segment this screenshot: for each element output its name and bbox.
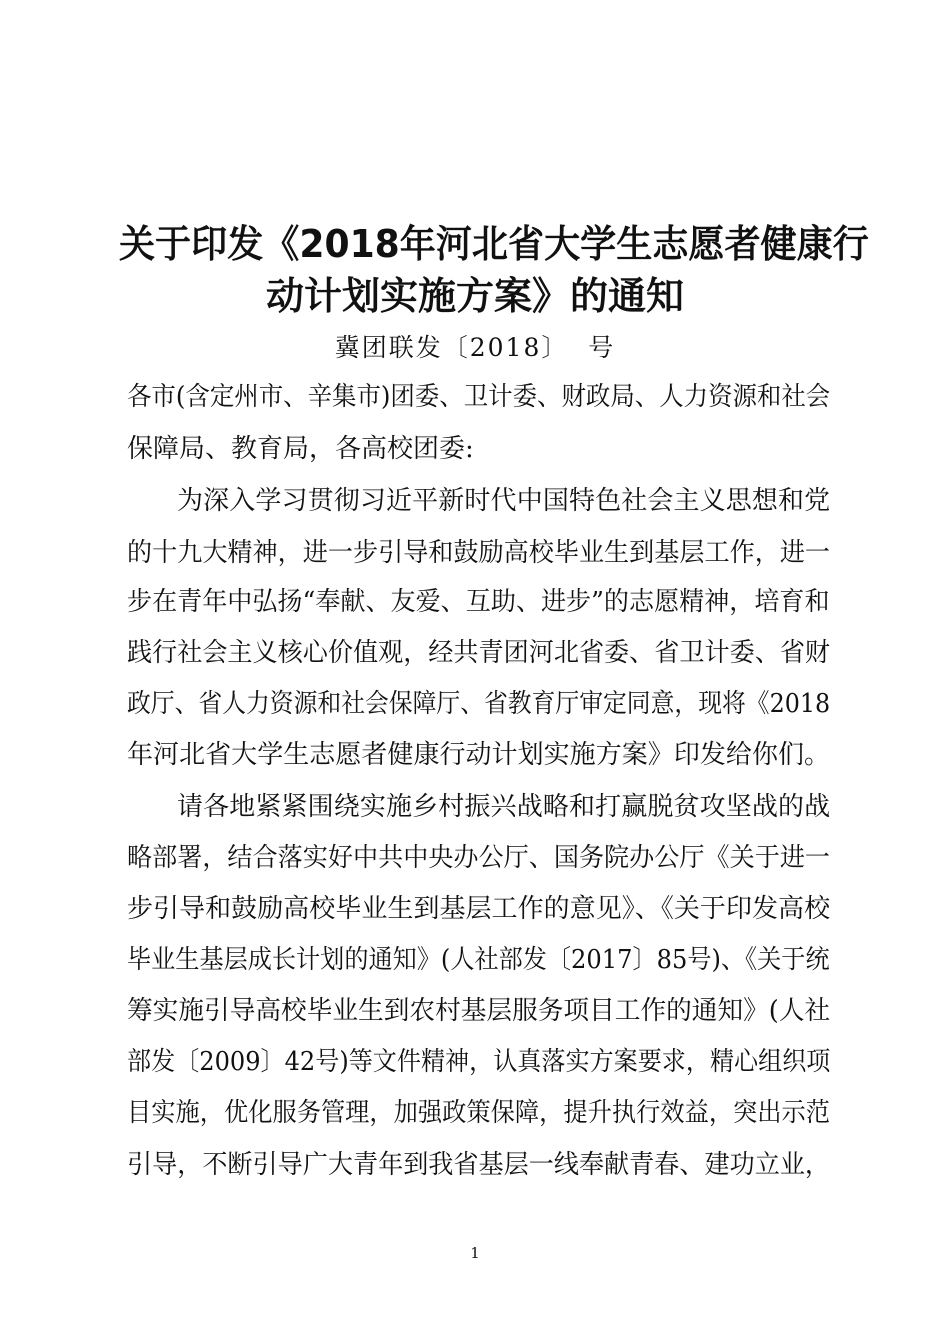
addressee-line-2: 保障局、教育局，各高校团委: xyxy=(127,434,474,464)
paragraph-1-line-1: 为深入学习贯彻习近平新时代中国特色社会主义思想和党 xyxy=(177,486,831,516)
paragraph-2-line-2: 略部署，结合落实好中共中央办公厅、国务院办公厅《关于进一 xyxy=(127,843,831,873)
paragraph-1-line-3: 步在青年中弘扬“奉献、友爱、互助、进步”的志愿精神，培育和 xyxy=(127,587,830,617)
document-title-line-2: 动计划实施方案》的通知 xyxy=(265,274,684,318)
paragraph-2-line-8: 引导，不断引导广大青年到我省基层一线奉献青春、建功立业， xyxy=(127,1150,831,1180)
paragraph-1-line-6: 年河北省大学生志愿者健康行动计划实施方案》印发给你们。 xyxy=(127,740,831,770)
paragraph-1-line-5: 政厅、省人力资源和社会保障厅、省教育厅审定同意，现将《2018 xyxy=(127,689,831,719)
document-title-line-1: 关于印发《2018年河北省大学生志愿者健康行 xyxy=(118,222,869,266)
paragraph-2-line-5: 筹实施引导高校毕业生到农村基层服务项目工作的通知》(人社 xyxy=(127,996,831,1026)
paragraph-2-line-4: 毕业生基层成长计划的通知》(人社部发〔2017〕85号)、《关于统 xyxy=(127,945,830,975)
addressee-line-1: 各市(含定州市、辛集市)团委、卫计委、财政局、人力资源和社会 xyxy=(127,382,831,412)
paragraph-2-line-1: 请各地紧紧围绕实施乡村振兴战略和打赢脱贫攻坚战的战 xyxy=(177,792,831,822)
paragraph-2-line-7: 目实施，优化服务管理，加强政策保障，提升执行效益，突出示范 xyxy=(127,1098,831,1128)
paragraph-1-line-4: 践行社会主义核心价值观，经共青团河北省委、省卫计委、省财 xyxy=(127,638,831,668)
document-number: 冀团联发〔2018〕 号 xyxy=(334,333,616,362)
page-number: 1 xyxy=(470,1244,480,1262)
paragraph-2-line-6: 部发〔2009〕42号)等文件精神，认真落实方案要求，精心组织项 xyxy=(127,1047,831,1077)
paragraph-1-line-2: 的十九大精神，进一步引导和鼓励高校毕业生到基层工作，进一 xyxy=(127,538,831,568)
paragraph-2-line-3: 步引导和鼓励高校毕业生到基层工作的意见》、《关于印发高校 xyxy=(127,894,831,924)
